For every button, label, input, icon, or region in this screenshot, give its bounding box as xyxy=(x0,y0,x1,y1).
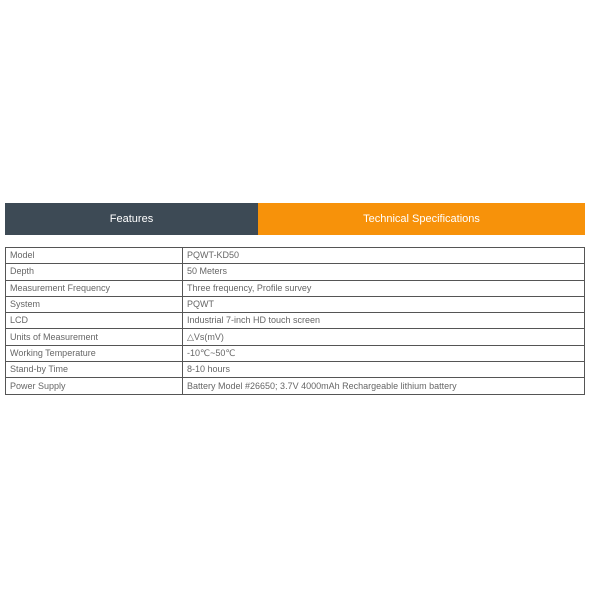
spec-label: Power Supply xyxy=(6,378,183,394)
spec-value: △Vs(mV) xyxy=(183,329,585,345)
table-row xyxy=(6,345,585,361)
table-row xyxy=(6,329,585,345)
spec-value: Three frequency, Profile survey xyxy=(183,280,585,296)
spec-value: -10℃~50℃ xyxy=(183,345,585,361)
table-row xyxy=(6,378,585,394)
spec-value: 50 Meters xyxy=(183,264,585,280)
spec-label: Depth xyxy=(6,264,183,280)
spec-value: Battery Model #26650; 3.7V 4000mAh Rechargeable lithium battery xyxy=(183,378,585,394)
spec-label: Measurement Frequency xyxy=(6,280,183,296)
spec-label: LCD xyxy=(6,313,183,329)
tab-technical-specifications[interactable]: Technical Specifications xyxy=(258,203,585,235)
spec-label: Working Temperature xyxy=(6,345,183,361)
specifications-table xyxy=(5,247,585,395)
table-row xyxy=(6,296,585,312)
tab-features[interactable]: Features xyxy=(5,203,258,235)
spec-label: Units of Measurement xyxy=(6,329,183,345)
tab-bar xyxy=(5,203,585,235)
spec-value: 8-10 hours xyxy=(183,362,585,378)
table-row xyxy=(6,362,585,378)
table-row xyxy=(6,313,585,329)
table-row xyxy=(6,264,585,280)
spec-label: System xyxy=(6,296,183,312)
spec-value: PQWT xyxy=(183,296,585,312)
table-row xyxy=(6,248,585,264)
spec-value: PQWT-KD50 xyxy=(183,248,585,264)
table-row xyxy=(6,280,585,296)
spec-label: Model xyxy=(6,248,183,264)
spec-value: Industrial 7-inch HD touch screen xyxy=(183,313,585,329)
spec-label: Stand-by Time xyxy=(6,362,183,378)
